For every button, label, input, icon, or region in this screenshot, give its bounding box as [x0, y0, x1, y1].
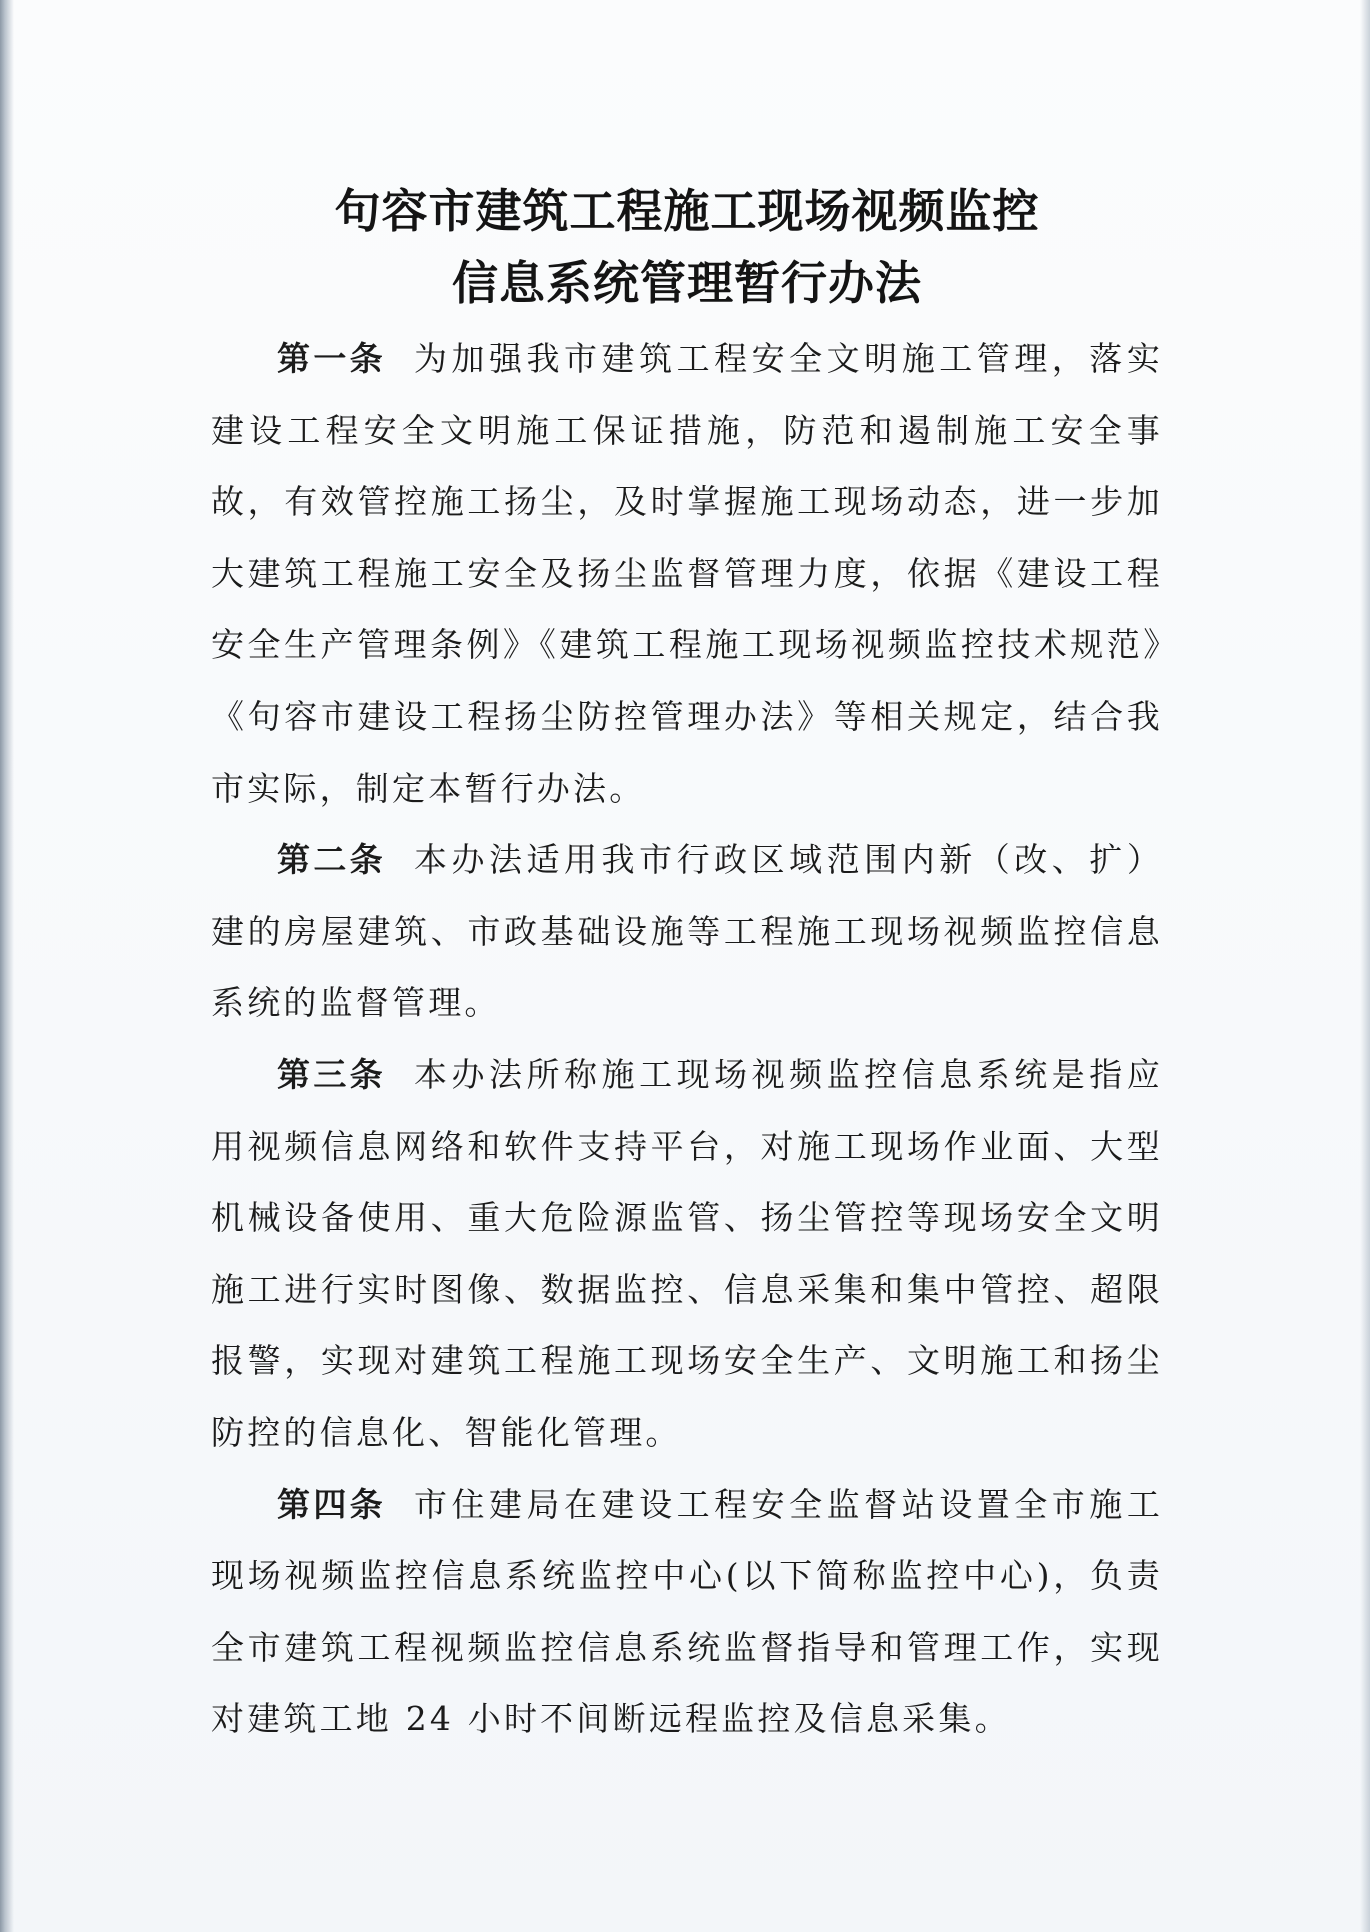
document-title-line-1: 句容市建筑工程施工现场视频监控: [334, 184, 1040, 238]
article-4-heading: 第四条: [277, 1484, 386, 1524]
document-content: [211, 175, 1163, 1755]
article-3: [211, 1039, 1163, 1469]
article-1-text: 为加强我市建筑工程安全文明施工管理，落实建设工程安全文明施工保证措施，防范和遏制施工安全事故，有效管控施工扬尘，及时掌握施工现场动态，进一步加大建筑工程施工安全及扬尘监督管理力度，依据《建设工程安全生产管理条例》《建筑工程施工现场视频监控技术规范》《句容市建设工程扬尘防控管理办法》等相关规定，结合我市实际，制定本暂行办法。: [211, 339, 1164, 808]
document-body: [211, 323, 1163, 1755]
document-title: [211, 175, 1163, 319]
document-title-line-2: 信息系统管理暂行办法: [452, 256, 922, 310]
article-4: [211, 1469, 1163, 1755]
article-2-text: 本办法适用我市行政区域范围内新（改、扩）建的房屋建筑、市政基础设施等工程施工现场视频监控信息系统的监督管理。: [211, 840, 1164, 1023]
article-2-heading: 第二条: [277, 840, 386, 880]
article-1-heading: 第一条: [277, 339, 386, 378]
article-4-text: 市住建局在建设工程安全监督站设置全市施工现场视频监控信息系统监控中心(以下简称监控中心)，负责全市建筑工程视频监控信息系统监督指导和管理工作，实现对建筑工地 24 小时不间断远程监控及信息采集。: [211, 1484, 1164, 1739]
article-3-text: 本办法所称施工现场视频监控信息系统是指应用视频信息网络和软件支持平台，对施工现场作业面、大型机械设备使用、重大危险源监管、扬尘管控等现场安全文明施工进行实时图像、数据监控、信息采集和集中管控、超限报警，实现对建筑工程施工现场安全生产、文明施工和扬尘防控的信息化、智能化管理。: [211, 1054, 1164, 1452]
article-2: [211, 824, 1163, 1039]
article-1: [211, 323, 1163, 824]
scan-shadow-right: [1360, 0, 1370, 1932]
scan-shadow-left: [0, 0, 14, 1932]
article-3-heading: 第三条: [277, 1054, 386, 1094]
